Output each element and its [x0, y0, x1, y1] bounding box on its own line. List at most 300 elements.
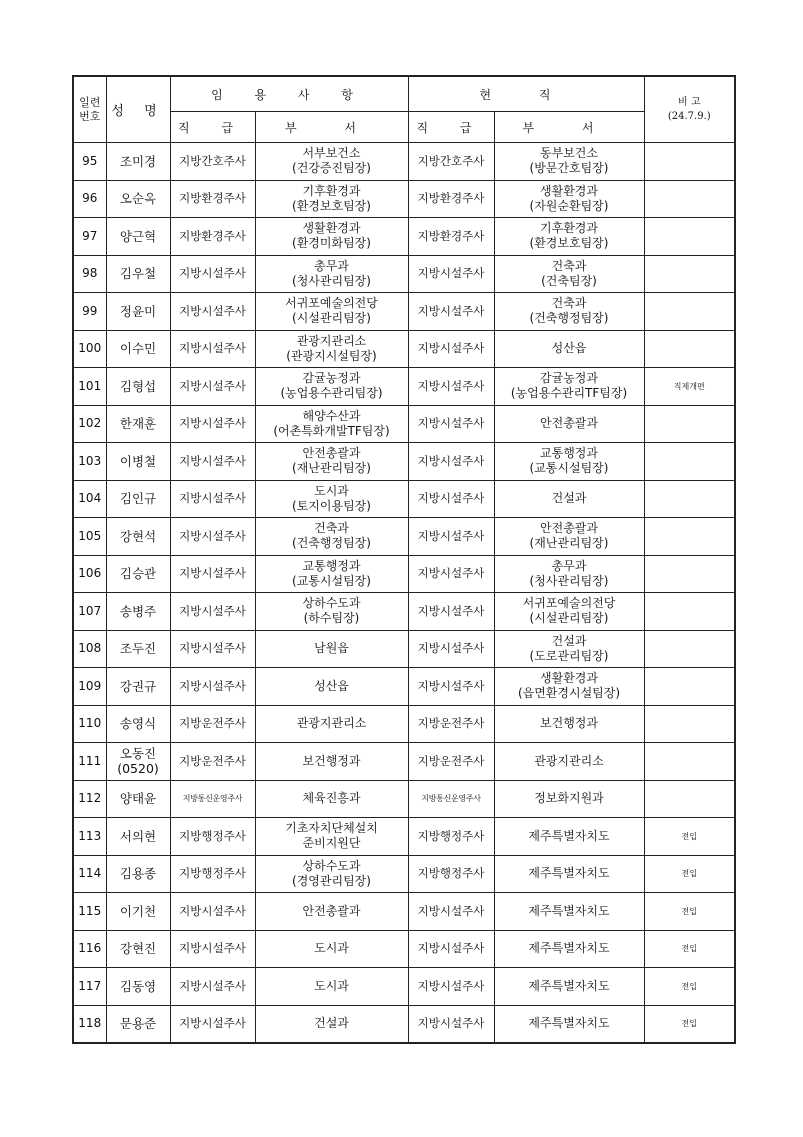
new-dept-cell-line1: 관광지관리소 [296, 333, 367, 348]
serial-cell-line1: 111 [78, 753, 102, 768]
new-rank-cell-line1: 지방통신운영주사 [182, 794, 243, 804]
remark-cell [644, 743, 735, 781]
cur-dept-cell-line1: 건축과 [551, 258, 587, 273]
serial-cell-line1: 100 [78, 341, 102, 356]
new-rank-cell-line1: 지방시설주사 [179, 266, 246, 281]
cur-dept-cell-line2: (방문간호팀장) [529, 161, 609, 176]
remark-cell [644, 930, 735, 968]
current-position-header: 현 직 [408, 76, 644, 112]
cur-dept-cell-line1: 관광지관리소 [534, 753, 604, 768]
cur-dept-cell-line2: (재난관리팀장) [529, 536, 609, 551]
cur-rank-cell-line1: 지방시설주사 [417, 903, 485, 918]
serial-cell [73, 593, 106, 631]
serial-cell-line1: 116 [78, 941, 102, 956]
table-row [73, 255, 735, 293]
serial-header [73, 76, 106, 143]
cur-dept-cell [494, 968, 644, 1006]
new-dept-cell-line2: (시설관리팀장) [292, 311, 371, 326]
new-rank-cell-line1: 지방운전주사 [179, 753, 246, 768]
table-row [73, 368, 735, 406]
header-row-sub [73, 112, 735, 143]
name-cell [106, 330, 170, 368]
new-rank-cell [170, 630, 255, 668]
cur-dept-cell-line1: 제주특별자치도 [528, 941, 610, 956]
name-cell [106, 893, 170, 931]
remark-cell [644, 405, 735, 443]
new-dept-cell-line1: 감귤농정과 [302, 371, 361, 386]
new-dept-cell-line2: 준비지원단 [302, 836, 361, 851]
remark-cell [644, 630, 735, 668]
table-row [73, 855, 735, 893]
name-cell-line1: 김인규 [119, 491, 157, 507]
table-row [73, 443, 735, 481]
remark-cell [644, 518, 735, 556]
new-dept-cell [255, 480, 408, 518]
cur-dept-cell [494, 480, 644, 518]
cur-dept-cell-line1: 안전총괄과 [540, 521, 598, 536]
cur-rank-cell [408, 368, 494, 406]
cur-rank-cell-line1: 지방시설주사 [417, 453, 485, 468]
cur-rank-cell-line1: 지방시설주사 [417, 978, 485, 993]
cur-dept-header: 부 서 [494, 112, 644, 143]
new-dept-cell [255, 743, 408, 781]
name-cell-line1: 이수민 [119, 341, 157, 357]
remark-cell [644, 855, 735, 893]
new-rank-cell [170, 480, 255, 518]
new-dept-cell-line2: (경영관리팀장) [292, 873, 371, 888]
table-row [73, 518, 735, 556]
cur-rank-cell [408, 705, 494, 743]
remark-cell [644, 255, 735, 293]
name-cell-line1: 이기천 [119, 903, 157, 919]
new-rank-cell [170, 930, 255, 968]
cur-rank-cell-line1: 지방행정주사 [417, 866, 485, 881]
table-row [73, 705, 735, 743]
name-cell [106, 1005, 170, 1043]
new-dept-cell [255, 593, 408, 631]
new-rank-cell-line1: 지방시설주사 [179, 1016, 246, 1031]
serial-cell [73, 930, 106, 968]
serial-cell-line1: 95 [82, 153, 98, 168]
new-rank-cell-line1: 지방시설주사 [179, 303, 246, 318]
name-cell-line1: 김용종 [119, 866, 157, 882]
name-cell-line1: 강현석 [119, 528, 157, 544]
name-cell-line1: 양근혁 [119, 228, 157, 244]
cur-rank-cell [408, 968, 494, 1006]
new-dept-cell-line1: 해양수산과 [302, 408, 361, 423]
new-rank-cell-line1: 지방시설주사 [179, 678, 246, 693]
cur-dept-cell-line2: (읍면환경시설팀장) [517, 686, 621, 701]
cur-dept-cell-line1: 안전총괄과 [540, 416, 598, 431]
new-dept-cell-line1: 성산읍 [314, 678, 349, 693]
remark-cell [644, 293, 735, 331]
serial-cell-line1: 102 [78, 416, 102, 431]
new-rank-cell-line1: 지방행정주사 [179, 866, 246, 881]
serial-cell-line1: 112 [78, 791, 102, 806]
serial-cell-line1: 118 [78, 1016, 102, 1031]
cur-dept-cell-line1: 제주특별자치도 [528, 903, 610, 918]
table-row [73, 743, 735, 781]
serial-cell [73, 518, 106, 556]
new-rank-cell-line1: 지방시설주사 [179, 641, 246, 656]
cur-dept-cell [494, 930, 644, 968]
serial-cell-line1: 115 [78, 903, 102, 918]
cur-dept-cell-line1: 제주특별자치도 [528, 828, 610, 843]
new-rank-cell-line1: 지방간호주사 [179, 153, 246, 168]
new-dept-cell-line1: 체육진흥과 [302, 791, 361, 806]
remark-cell-line1: 직제개편 [673, 381, 705, 391]
name-cell [106, 218, 170, 256]
table-row [73, 143, 735, 181]
table-row [73, 555, 735, 593]
new-dept-cell-line2: (토지이용팀장) [292, 498, 371, 513]
remark-cell [644, 443, 735, 481]
new-rank-cell-line1: 지방운전주사 [179, 716, 246, 731]
remark-header [644, 76, 735, 143]
name-cell-line1: 송병주 [119, 603, 157, 619]
table-row [73, 780, 735, 818]
new-rank-cell [170, 218, 255, 256]
cur-dept-cell [494, 705, 644, 743]
cur-rank-cell [408, 593, 494, 631]
serial-cell-line1: 104 [78, 491, 102, 506]
cur-rank-cell-line1: 지방시설주사 [417, 678, 485, 693]
cur-dept-cell-line1: 제주특별자치도 [528, 866, 610, 881]
personnel-roster-table [72, 75, 736, 1044]
new-rank-cell [170, 780, 255, 818]
new-rank-cell-line1: 지방환경주사 [179, 191, 246, 206]
name-cell [106, 855, 170, 893]
new-rank-cell [170, 743, 255, 781]
table-row [73, 968, 735, 1006]
serial-cell [73, 630, 106, 668]
new-dept-cell [255, 855, 408, 893]
remark-cell [644, 218, 735, 256]
cur-rank-cell [408, 330, 494, 368]
cur-dept-cell-line1: 동부보건소 [540, 146, 598, 161]
name-cell-line1: 문용준 [119, 1016, 157, 1032]
table-row [73, 1005, 735, 1043]
serial-header-line1: 일련 [79, 95, 101, 109]
new-dept-cell-line2: (어촌특화개발TF팀장) [273, 423, 390, 438]
table-row [73, 893, 735, 931]
appointment-header: 임 용 사 항 [170, 76, 408, 112]
name-cell-line1: 강현진 [119, 941, 157, 957]
cur-dept-cell [494, 293, 644, 331]
table-row [73, 218, 735, 256]
new-dept-cell-line2: (환경미화팀장) [292, 236, 371, 251]
new-dept-cell [255, 818, 408, 856]
remark-cell [644, 893, 735, 931]
new-rank-cell [170, 518, 255, 556]
cur-dept-cell-line1: 감귤농정과 [540, 371, 598, 386]
serial-cell-line1: 117 [78, 978, 102, 993]
new-dept-cell-line1: 도시과 [314, 941, 349, 956]
new-dept-cell [255, 368, 408, 406]
cur-dept-cell-line1: 건설과 [551, 633, 587, 648]
serial-cell [73, 293, 106, 331]
cur-dept-cell [494, 443, 644, 481]
cur-rank-header: 직 급 [408, 112, 494, 143]
cur-rank-cell-line1: 지방시설주사 [417, 1016, 485, 1031]
new-dept-cell [255, 893, 408, 931]
name-cell-line1: 김형섭 [119, 378, 157, 394]
cur-rank-cell-line1: 지방시설주사 [417, 528, 485, 543]
new-rank-cell [170, 368, 255, 406]
cur-dept-cell-line1: 생활환경과 [540, 183, 598, 198]
cur-rank-cell [408, 255, 494, 293]
cur-rank-cell [408, 743, 494, 781]
cur-dept-cell-line1: 교통행정과 [540, 446, 598, 461]
new-dept-cell-line1: 도시과 [314, 483, 349, 498]
cur-dept-cell-line2: (교통시설팀장) [529, 461, 609, 476]
table-row [73, 330, 735, 368]
new-dept-cell-line1: 기초자치단체설치 [285, 821, 378, 836]
cur-rank-cell-line1: 지방시설주사 [417, 491, 485, 506]
name-cell-line1: 정윤미 [119, 303, 157, 319]
name-cell [106, 555, 170, 593]
cur-rank-cell [408, 480, 494, 518]
new-dept-cell-line1: 관광지관리소 [296, 716, 367, 731]
cur-rank-cell-line1: 지방환경주사 [417, 191, 485, 206]
new-rank-cell [170, 893, 255, 931]
cur-rank-cell [408, 405, 494, 443]
serial-cell [73, 143, 106, 181]
table-row [73, 668, 735, 706]
name-cell [106, 743, 170, 781]
new-dept-cell [255, 405, 408, 443]
cur-dept-cell [494, 555, 644, 593]
remark-cell [644, 555, 735, 593]
serial-cell [73, 180, 106, 218]
new-rank-cell-line1: 지방시설주사 [179, 566, 246, 581]
new-rank-cell [170, 330, 255, 368]
cur-dept-cell-line1: 성산읍 [551, 341, 587, 356]
cur-dept-cell [494, 218, 644, 256]
cur-rank-cell-line1: 지방통신운영주사 [421, 794, 481, 804]
cur-dept-cell [494, 330, 644, 368]
new-dept-cell [255, 330, 408, 368]
serial-cell [73, 893, 106, 931]
cur-dept-cell-line1: 건설과 [551, 491, 587, 506]
serial-cell [73, 255, 106, 293]
new-rank-cell [170, 143, 255, 181]
new-rank-cell-line1: 지방시설주사 [179, 903, 246, 918]
cur-dept-cell-line2: (건축행정팀장) [529, 311, 609, 326]
remark-cell [644, 705, 735, 743]
remark-cell [644, 143, 735, 181]
serial-cell-line1: 97 [82, 228, 98, 243]
new-dept-cell [255, 630, 408, 668]
cur-rank-cell-line1: 지방운전주사 [417, 753, 485, 768]
remark-cell [644, 1005, 735, 1043]
cur-dept-cell-line1: 보건행정과 [540, 716, 598, 731]
table-row [73, 630, 735, 668]
serial-cell [73, 743, 106, 781]
name-cell [106, 668, 170, 706]
new-rank-cell-line1: 지방시설주사 [179, 528, 246, 543]
name-cell [106, 443, 170, 481]
cur-dept-cell-line1: 생활환경과 [540, 671, 598, 686]
cur-rank-cell-line1: 지방시설주사 [417, 641, 485, 656]
cur-rank-cell-line1: 지방시설주사 [417, 303, 485, 318]
serial-cell-line1: 99 [82, 303, 98, 318]
serial-cell [73, 780, 106, 818]
new-dept-cell [255, 668, 408, 706]
new-dept-header: 부 서 [255, 112, 408, 143]
serial-cell [73, 1005, 106, 1043]
new-rank-cell [170, 855, 255, 893]
cur-dept-cell-line1: 제주특별자치도 [528, 978, 610, 993]
cur-rank-cell-line1: 지방행정주사 [417, 828, 485, 843]
cur-dept-cell [494, 630, 644, 668]
new-rank-cell-line1: 지방시설주사 [179, 941, 246, 956]
cur-dept-cell [494, 405, 644, 443]
new-rank-cell-line1: 지방시설주사 [179, 491, 246, 506]
name-cell-line1: 서의현 [119, 828, 157, 844]
name-cell-line1: 오순옥 [119, 191, 157, 207]
new-dept-cell-line1: 기후환경과 [302, 183, 361, 198]
serial-cell [73, 368, 106, 406]
remark-cell [644, 818, 735, 856]
new-dept-cell-line2: (건강증진팀장) [292, 161, 371, 176]
cur-rank-cell [408, 180, 494, 218]
table-row [73, 293, 735, 331]
new-rank-cell-line1: 지방시설주사 [179, 603, 246, 618]
name-cell [106, 930, 170, 968]
new-rank-cell [170, 405, 255, 443]
new-rank-cell-line1: 지방시설주사 [179, 453, 246, 468]
cur-dept-cell-line2: (환경보호팀장) [529, 236, 609, 251]
new-dept-cell [255, 555, 408, 593]
table-row [73, 480, 735, 518]
cur-dept-cell [494, 255, 644, 293]
name-cell [106, 968, 170, 1006]
new-dept-cell-line1: 서부보건소 [302, 146, 361, 161]
new-rank-cell [170, 818, 255, 856]
cur-dept-cell [494, 893, 644, 931]
cur-dept-cell-line2: (청사관리팀장) [529, 573, 609, 588]
serial-cell [73, 855, 106, 893]
serial-cell-line1: 98 [82, 266, 98, 281]
new-rank-cell [170, 593, 255, 631]
new-dept-cell-line1: 상하수도과 [302, 596, 361, 611]
new-rank-cell [170, 705, 255, 743]
serial-cell [73, 668, 106, 706]
remark-cell [644, 480, 735, 518]
remark-cell [644, 668, 735, 706]
cur-dept-cell [494, 1005, 644, 1043]
serial-cell [73, 218, 106, 256]
table-row [73, 593, 735, 631]
name-cell-line1: 김동영 [119, 978, 157, 994]
new-dept-cell [255, 705, 408, 743]
new-rank-cell-line1: 지방행정주사 [179, 828, 246, 843]
name-cell [106, 593, 170, 631]
name-cell-line1: 한재훈 [119, 416, 157, 432]
serial-cell [73, 405, 106, 443]
new-dept-cell-line1: 서귀포예술의전당 [285, 296, 378, 311]
new-dept-cell [255, 255, 408, 293]
name-cell [106, 293, 170, 331]
new-dept-cell [255, 930, 408, 968]
name-cell-line1: 오동진 [119, 746, 157, 762]
serial-cell [73, 480, 106, 518]
remark-cell-line1: 전입 [681, 1019, 697, 1029]
cur-rank-cell [408, 555, 494, 593]
new-dept-cell [255, 143, 408, 181]
remark-cell [644, 780, 735, 818]
new-dept-cell [255, 968, 408, 1006]
cur-dept-cell [494, 180, 644, 218]
serial-cell [73, 330, 106, 368]
header-row-top [73, 76, 735, 112]
serial-cell-line1: 110 [78, 716, 102, 731]
serial-cell-line1: 114 [78, 866, 102, 881]
cur-dept-cell-line1: 총무과 [551, 558, 587, 573]
new-rank-cell-line1: 지방시설주사 [179, 416, 246, 431]
remark-cell-line1: 전입 [681, 981, 697, 991]
name-header: 성 명 [106, 76, 170, 143]
new-dept-cell-line1: 도시과 [314, 978, 349, 993]
new-dept-cell [255, 180, 408, 218]
serial-cell-line1: 113 [78, 828, 102, 843]
roster-body [73, 143, 735, 1044]
serial-cell [73, 443, 106, 481]
name-cell [106, 405, 170, 443]
cur-rank-cell-line1: 지방시설주사 [417, 566, 485, 581]
cur-dept-cell [494, 593, 644, 631]
new-dept-cell-line2: (환경보호팀장) [292, 198, 371, 213]
cur-rank-cell-line1: 지방시설주사 [417, 603, 485, 618]
cur-rank-cell-line1: 지방시설주사 [417, 266, 485, 281]
serial-cell-line1: 106 [78, 566, 102, 581]
cur-rank-cell [408, 1005, 494, 1043]
remark-cell-line1: 전입 [681, 944, 697, 954]
cur-rank-cell-line1: 지방간호주사 [417, 153, 485, 168]
new-dept-cell-line1: 남원읍 [314, 641, 349, 656]
new-dept-cell-line1: 보건행정과 [302, 753, 361, 768]
name-cell [106, 255, 170, 293]
new-dept-cell-line1: 안전총괄과 [302, 446, 361, 461]
name-cell [106, 143, 170, 181]
remark-cell-line1: 전입 [681, 906, 697, 916]
name-cell-line2: (0520) [117, 761, 159, 777]
serial-cell-line1: 109 [78, 678, 102, 693]
new-dept-cell [255, 293, 408, 331]
remark-header-line2: (24.7.9.) [667, 110, 711, 122]
new-dept-cell-line1: 건설과 [314, 1016, 349, 1031]
cur-dept-cell-line1: 제주특별자치도 [528, 1016, 610, 1031]
name-cell [106, 780, 170, 818]
new-dept-cell [255, 443, 408, 481]
cur-rank-cell-line1: 지방환경주사 [417, 228, 485, 243]
new-dept-cell [255, 1005, 408, 1043]
new-rank-cell [170, 555, 255, 593]
new-dept-cell-line1: 건축과 [314, 521, 349, 536]
cur-rank-cell [408, 218, 494, 256]
table-row [73, 405, 735, 443]
new-dept-cell-line2: (청사관리팀장) [292, 273, 371, 288]
new-rank-cell-line1: 지방환경주사 [179, 228, 246, 243]
serial-header-line2: 번호 [79, 109, 101, 123]
table-row [73, 818, 735, 856]
cur-rank-cell-line1: 지방시설주사 [417, 341, 485, 356]
new-rank-cell-line1: 지방시설주사 [179, 341, 246, 356]
remark-cell [644, 180, 735, 218]
remark-cell [644, 368, 735, 406]
cur-rank-cell [408, 630, 494, 668]
